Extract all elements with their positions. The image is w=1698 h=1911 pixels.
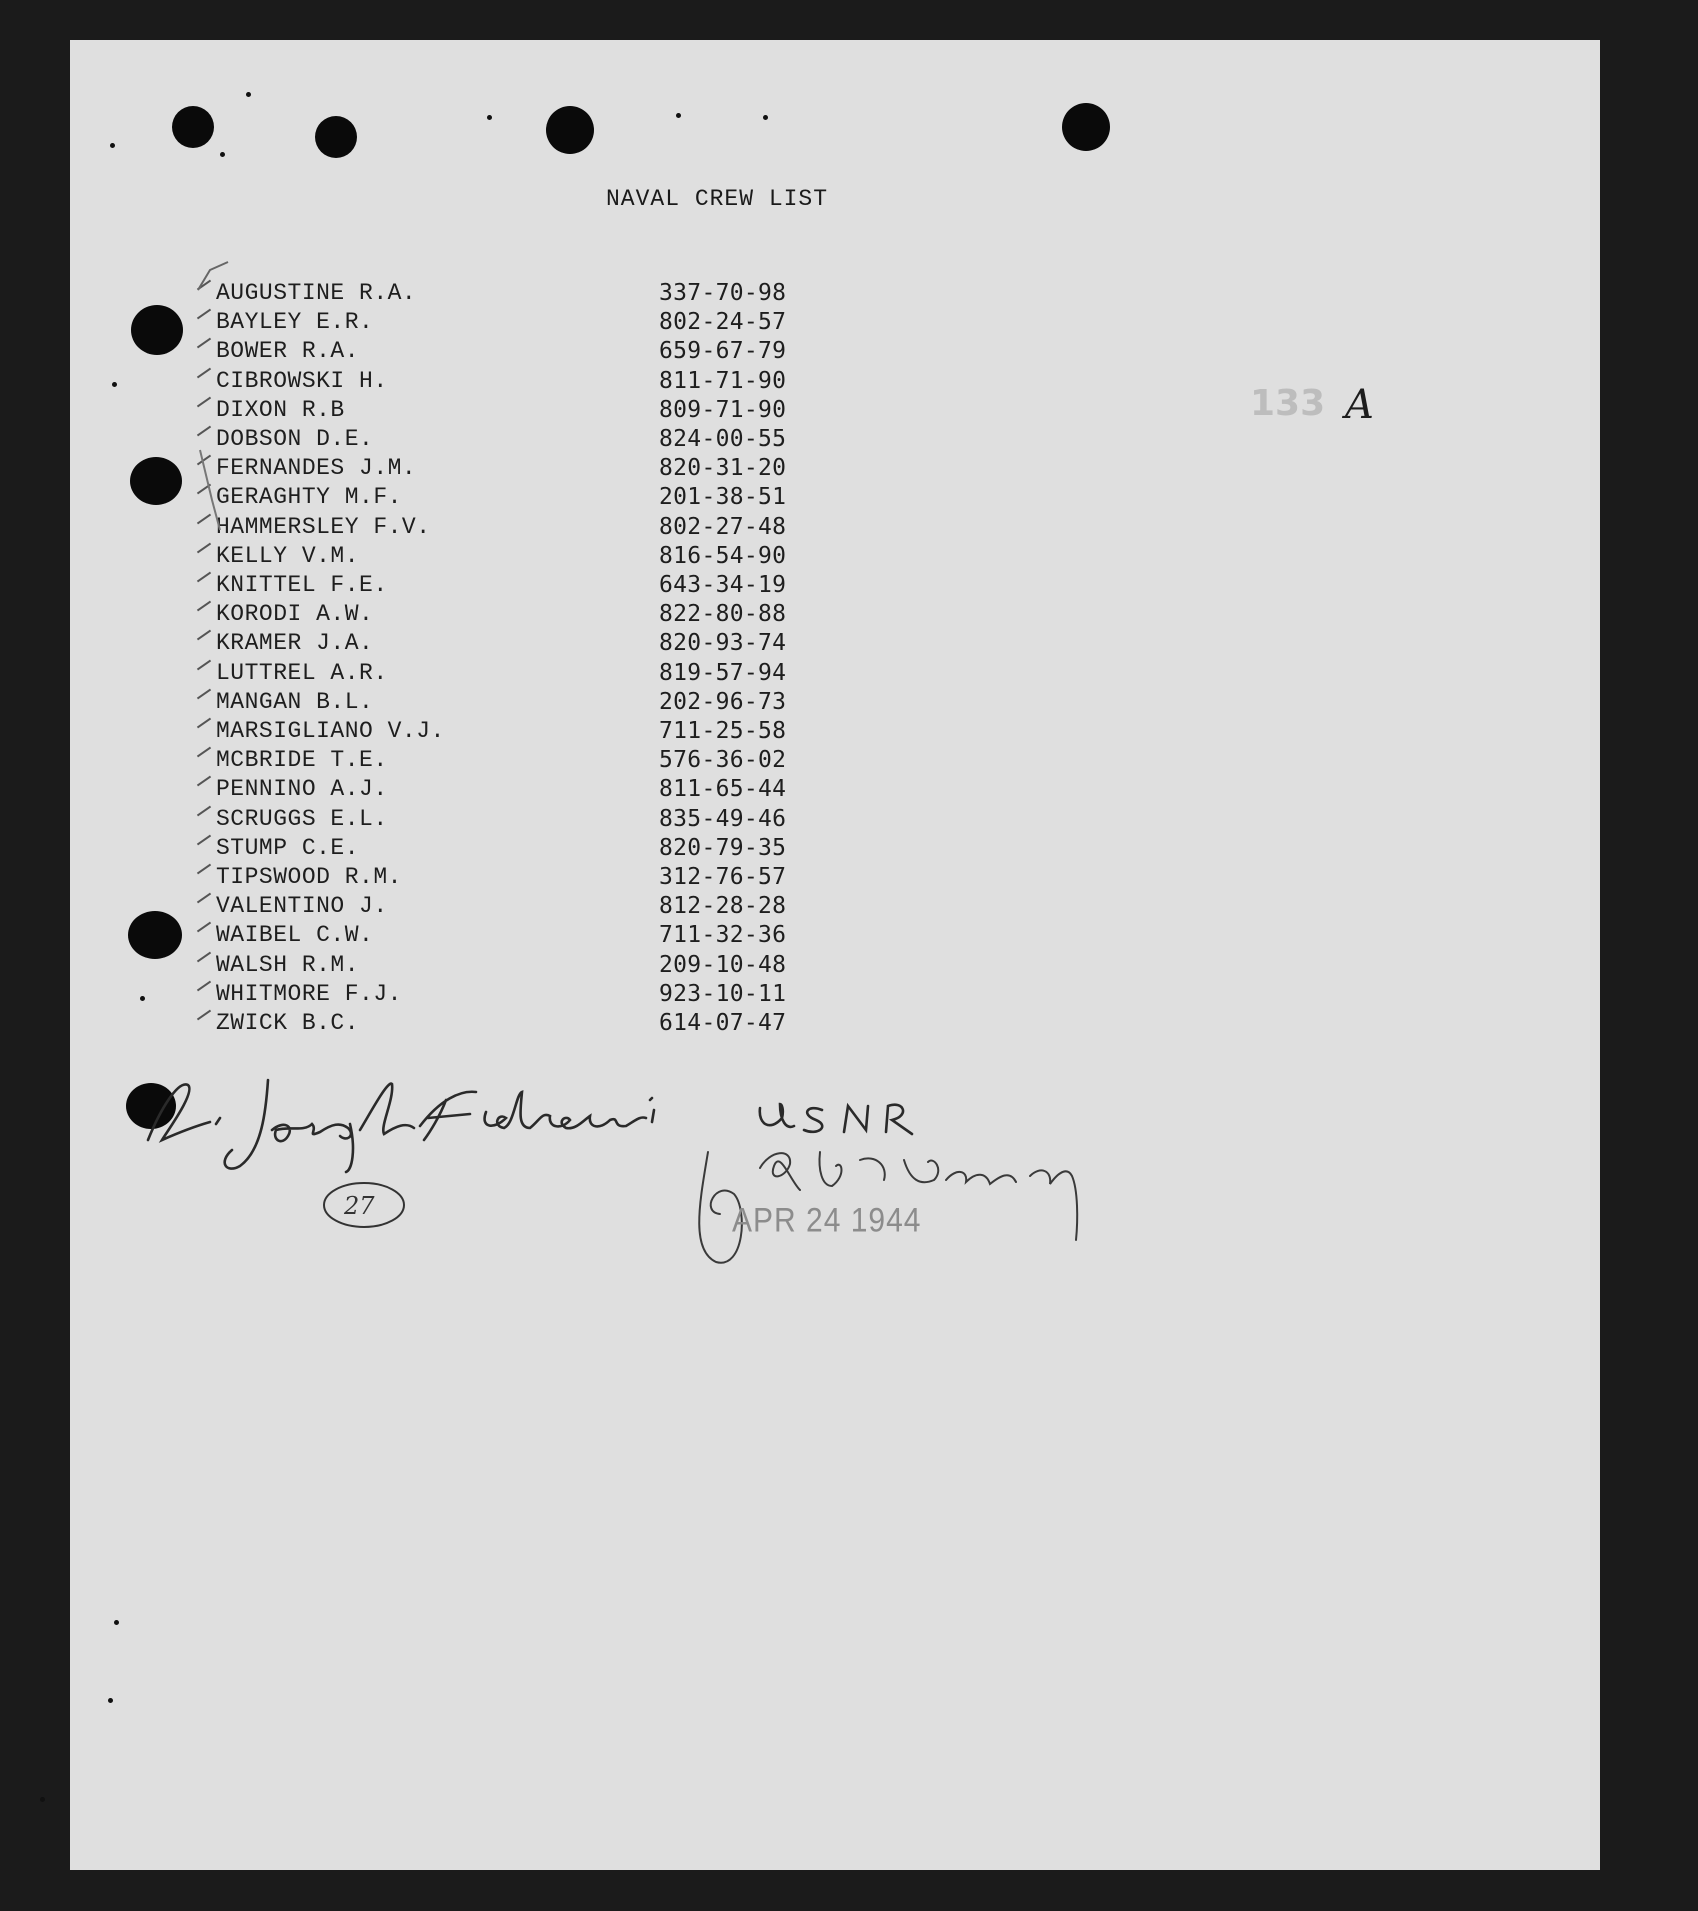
check-mark [198, 262, 228, 290]
crew-name: TIPSWOOD R.M. [216, 864, 402, 890]
service-number: 659-67-79 [659, 338, 787, 365]
service-number: 820-79-35 [659, 834, 787, 861]
service-number: 202-96-73 [659, 688, 787, 715]
service-number: 816-54-90 [659, 542, 787, 569]
crew-name: DIXON R.B [216, 396, 345, 423]
service-number: 209-10-48 [659, 951, 787, 978]
service-number: 820-93-74 [659, 630, 787, 657]
reference-letter: A [1345, 382, 1374, 428]
crew-name: KNITTEL F.E. [216, 572, 388, 598]
signature [148, 1080, 912, 1172]
service-number: 337-70-98 [659, 280, 787, 306]
service-number: 819-57-94 [659, 659, 787, 686]
service-number: 802-27-48 [659, 513, 787, 540]
service-number: 576-36-02 [659, 747, 787, 774]
service-number: 923-10-11 [659, 980, 787, 1007]
crew-name: MCBRIDE T.E. [216, 747, 388, 774]
crew-name: GERAGHTY M.F. [216, 484, 402, 511]
service-number: 822-80-88 [659, 601, 787, 628]
crew-name: AUGUSTINE R.A. [216, 280, 417, 306]
service-number: 711-25-58 [659, 718, 787, 744]
count-note: 27 [344, 1192, 375, 1220]
service-number: 643-34-19 [659, 572, 787, 598]
crew-name: VALENTINO J. [216, 893, 388, 920]
crew-name: STUMP C.E. [216, 834, 360, 861]
crew-name: ZWICK B.C. [216, 1010, 360, 1036]
crew-name: MANGAN B.L. [216, 688, 374, 715]
service-number: 614-07-47 [659, 1010, 787, 1036]
crew-name: BOWER R.A. [216, 338, 360, 365]
service-number: 711-32-36 [659, 922, 787, 949]
service-number: 312-76-57 [659, 864, 787, 890]
service-number: 811-71-90 [659, 367, 787, 394]
document-title: NAVAL CREW LIST [606, 186, 829, 212]
crew-name: SCRUGGS E.L. [216, 805, 388, 832]
service-number: 802-24-57 [659, 309, 787, 336]
crew-name: KORODI A.W. [216, 601, 374, 628]
crew-name: HAMMERSLEY F.V. [216, 513, 431, 540]
reference-number: 133 [1250, 383, 1326, 424]
crew-name: KRAMER J.A. [216, 630, 374, 657]
crew-name: WHITMORE F.J. [216, 980, 402, 1007]
crew-name: KELLY V.M. [216, 542, 360, 569]
service-number: 835-49-46 [659, 805, 787, 832]
crew-name: LUTTREL A.R. [216, 659, 388, 686]
crew-name: WALSH R.M. [216, 951, 360, 978]
service-number: 811-65-44 [659, 776, 787, 803]
crew-name: MARSIGLIANO V.J. [216, 718, 445, 744]
crew-name: PENNINO A.J. [216, 776, 388, 803]
check-mark [200, 450, 220, 530]
service-number: 201-38-51 [659, 484, 787, 511]
received-date-stamp: APR 24 1944 [732, 1201, 922, 1240]
service-number: 820-31-20 [659, 455, 787, 482]
crew-name: CIBROWSKI H. [216, 367, 388, 394]
service-number: 809-71-90 [659, 396, 787, 423]
crew-name: DOBSON D.E. [216, 426, 374, 452]
service-number: 824-00-55 [659, 426, 787, 452]
crew-name: FERNANDES J.M. [216, 455, 417, 482]
service-number: 812-28-28 [659, 893, 787, 920]
crew-name: WAIBEL C.W. [216, 922, 374, 949]
crew-name: BAYLEY E.R. [216, 309, 374, 336]
